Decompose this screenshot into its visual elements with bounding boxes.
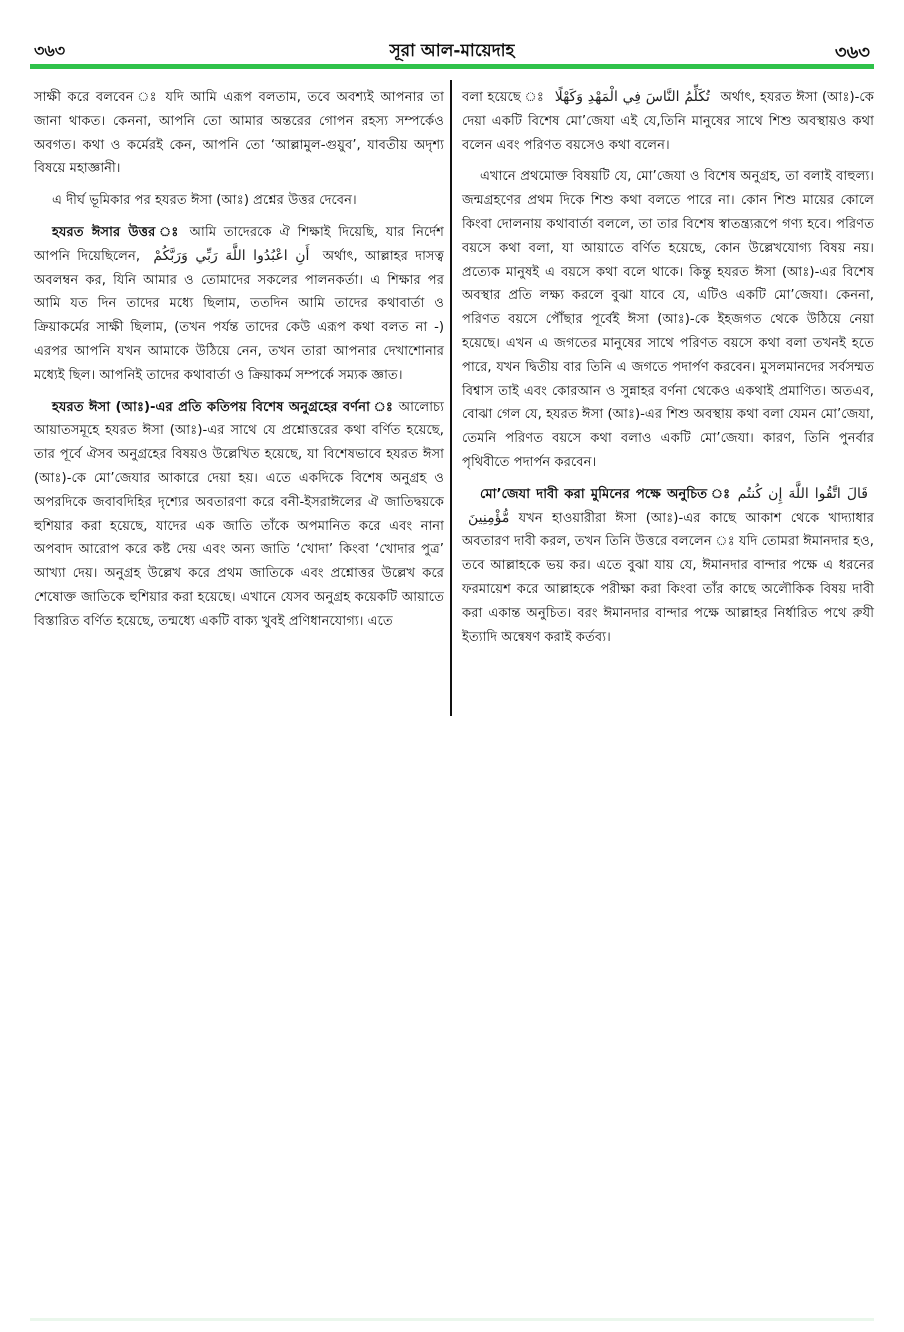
left-paragraph-2: এ দীর্ঘ ভূমিকার পর হযরত ঈসা (আঃ) প্রশ্নের উত্তর দেবেন।	[52, 193, 357, 209]
right-paragraph-3-text: যখন হাওয়ারীরা ঈসা (আঃ)-এর কাছে আকাশ থেকে খাদ্যাধার অবতারণ দাবী করল, তখন তিনি উত্তরে বললেন ঃ যদি তোমরা ঈমানদার হও, তবে আল্লাহকে ভয় কর। এতে বুঝা যায় যে, ঈমানদার বান্দার পক্ষে এ ধরনের ফরমায়েশ করে আল্লাহকে পরীক্ষা করা কিংবা তাঁর কাছে অলৌকিক বিষয় দাবী করা একান্ত অনুচিত। বরং ঈমানদার বান্দার পক্ষে আল্লাহর নির্ধারিত পথে রুযী ইত্যাদি অন্বেষণ করাই কর্তব্য।	[462, 510, 874, 645]
arabic-verse-speak-cradle: تُكَلِّمُ النَّاسَ فِي الْمَهْدِ وَكَهْلًا	[554, 89, 710, 105]
left-paragraph-3	[34, 221, 444, 388]
right-paragraph-1-text-b: অর্থাৎ, হযরত ঈসা (আঃ)-কে দেয়া একটি বিশেষ মো’জেযা এই যে,তিনি মানুষের সাথে শিশু অবস্থায়ও কথা বলেন এবং পরিণত বয়সেও কথা বলেন।	[462, 90, 874, 153]
right-paragraph-2: এখানে প্রথমোক্ত বিষয়টি যে, মো’জেযা ও বিশেষ অনুগ্রহ, তা বলাই বাহুল্য। জন্মগ্রহণের প্রথম দিকে শিশু কথা বলতে পারে না। কোন শিশু মায়ের কোলে কিংবা দোলনায় কথাবার্তা বললে, তা তার বিশেষ স্বাতন্ত্র্যরূপে গণ্য হবে। পরিণত বয়সে কথা বলা, যা আয়াতে বর্ণিত হয়েছে, কোন উল্লেখযোগ্য বিষয় নয়। প্রত্যেক মানুষই এ বয়সে কথা বলে থাকে। কিন্তু হযরত ঈসা (আঃ)-এর বিশেষ অবস্থার প্রতি লক্ষ্য করলে বুঝা যাবে যে, এটিও একটি মো’জেযা। কেননা, পরিণত বয়সে পৌঁছার পূর্বেই ঈসা (আঃ)-কে ইহজগত থেকে উঠিয়ে নেয়া হয়েছে। এখন এ জগতের মানুষের সাথে পরিণত বয়সে কথা বলা তখনই হতে পারে, যখন দ্বিতীয় বার তিনি এ জগতে পদার্পণ করবেন। মুসলমানদের সর্বসম্মত বিশ্বাস তাই এবং কোরআন ও সুন্নাহর বর্ণনা থেকেও একথাই প্রমাণিত। অতএব, বোঝা গেল যে, হযরত ঈসা (আঃ)-এর শিশু অবস্থায় কথা বলা যেমন মো’জেযা, তেমনি পরিণত বয়সে কথা বলাও একটি মো’জেযা। কারণ, তিনি পুনর্বার পৃথিবীতে পদার্পন করবেন।	[462, 169, 874, 470]
page-header	[30, 32, 874, 62]
section-heading-isa-answer: হযরত ঈসার উত্তর ঃ	[52, 224, 182, 240]
left-paragraph-3-text-a: আমি তাদেরকে ঐ শিক্ষাই দিয়েছি, যার নির্দেশ আপনি দিয়েছিলেন,	[34, 224, 444, 264]
left-paragraph-4-text: আলোচ্য আয়াতসমূহে হযরত ঈসা (আঃ)-এর সাথে যে প্রশ্নোত্তরের কথা বর্ণিত হয়েছে, তার পূর্বে ঐসব অনুগ্রহের বিষয়ও উল্লেখিত হয়েছে, যা বিশেষভাবে হযরত ঈসা (আঃ)-কে মো’জেযার আকারে দেয়া হয়। এতে একদিকে বিশেষ অনুগ্রহ ও অপরদিকে জবাবদিহির দৃশ্যের অবতারণা করে বনী-ইসরাঈলের ঐ জাতিদ্বয়কে হুশিয়ার করা হয়েছে, যাদের এক জাতি তাঁকে অপমানিত করে এবং নানা অপবাদ আরোপ করে কষ্ট দেয় এবং অন্য জাতি ‘খোদা’ কিংবা ‘খোদার পুত্র’ আখ্যা দেয়। অনুগ্রহ উল্লেখ করে প্রথম জাতিকে এবং প্রশ্নোত্তর উল্লেখ করে শেষোক্ত জাতিকে হুশিয়ার করা হয়েছে। এখানে যেসব অনুগ্রহ কয়েকটি আয়াতে বিস্তারিত বর্ণিত হয়েছে, তন্মধ্যে একটি বাক্য খুবই প্রণিধানযোগ্য। এতে	[34, 399, 444, 629]
arabic-verse-fear-allah: قَالَ اتَّقُوا اللَّهَ إِن كُنتُم مُّؤْمِنِينَ	[468, 485, 868, 526]
left-paragraph-3-text-b: অর্থাৎ, আল্লাহর দাসত্ব অবলম্বন কর, যিনি আমার ও তোমাদের সকলের পালনকর্তা। এ শিক্ষার পর আমি যত দিন তাদের মধ্যে ছিলাম, ততদিন আমি তাদের কথাবার্তা ও ক্রিয়াকর্মের সাক্ষী ছিলাম, (তখন পর্যন্ত তাদের কেউ এরূপ কথা বলত না -) এরপর আপনি যখন আমাকে উঠিয়ে নেন, তখন তারা আপনার দেখাশোনার মধ্যেই ছিল। আপনিই তাদের কথাবার্তা ও ক্রিয়াকর্ম সম্পর্কে সম্যক জ্ঞাত।	[34, 248, 444, 383]
header-green-rule	[30, 64, 874, 69]
left-paragraph-4	[34, 396, 444, 634]
right-paragraph-1-text-a: বলা হয়েছে ঃ	[462, 90, 545, 105]
arabic-verse-worship: أَنِ اعْبُدُوا اللَّهَ رَبِّي وَرَبَّكُمْ	[153, 247, 310, 264]
page-number-right: ৩৬৩	[834, 42, 870, 63]
page-bottom-edge	[30, 1318, 874, 1321]
left-paragraph-1: সাক্ষী করে বলবেন ঃ যদি আমি এরূপ বলতাম, তবে অবশ্যই আপনার তা জানা থাকত। কেননা, আপনি তো আমার অন্তরের গোপন রহস্য সম্পর্কেও অবগত। কথা ও কর্মেরই কেন, আপনি তো ‘আল্লামুল-গুয়ুব’, যাবতীয় অদৃশ্য বিষয়ে মহাজ্ঞানী।	[34, 90, 444, 177]
section-heading-special-favors: হযরত ঈসা (আঃ)-এর প্রতি কতিপয় বিশেষ অনুগ্রহের বর্ণনা ঃ	[52, 399, 394, 415]
left-column	[34, 86, 444, 642]
right-column	[462, 86, 874, 657]
section-heading-miracle-demand: মো’জেযা দাবী করা মুমিনের পক্ষে অনুচিত ঃ	[480, 486, 732, 502]
page-title: সূরা আল-মায়েদাহ	[389, 41, 515, 61]
page-number-left: ৩৬৩	[34, 41, 66, 60]
column-divider	[450, 80, 452, 716]
right-paragraph-3	[462, 483, 874, 650]
right-paragraph-1	[462, 86, 874, 157]
